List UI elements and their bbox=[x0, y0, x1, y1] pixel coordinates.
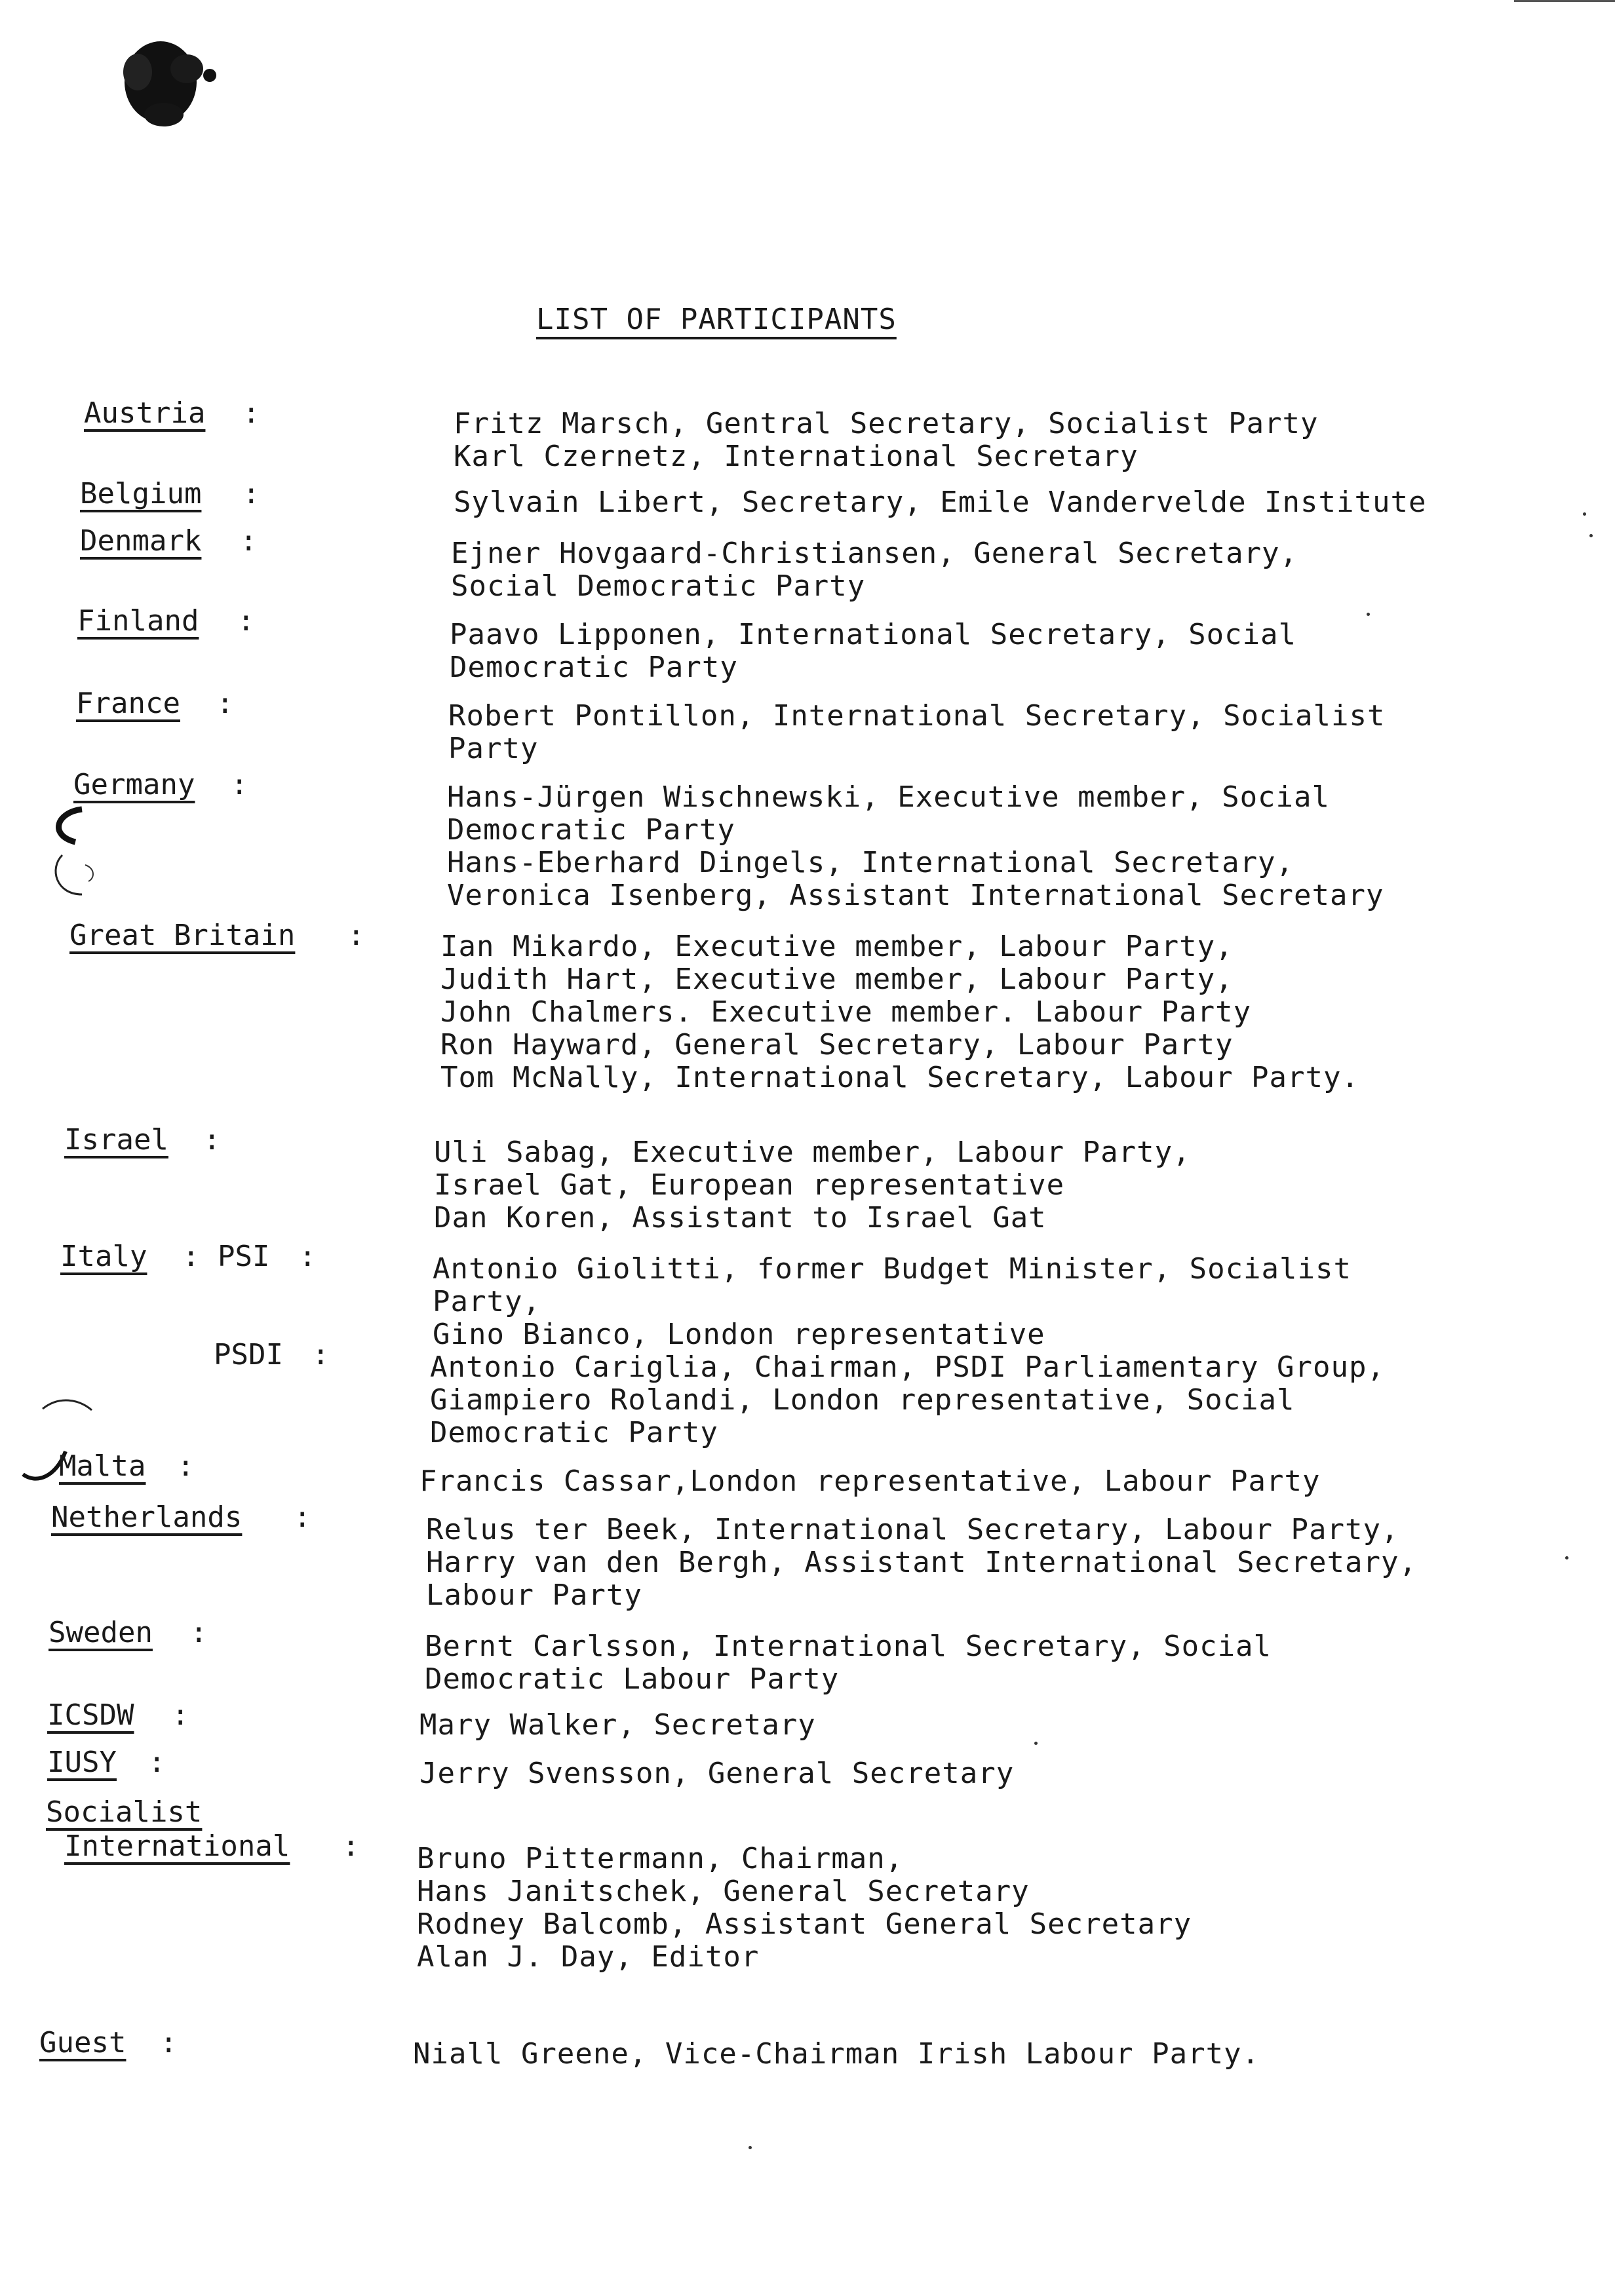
participant-line: Hans-Eberhard Dingels, International Secretary, bbox=[447, 846, 1294, 879]
participant-lines bbox=[417, 1843, 1192, 1974]
participant-line: Party, bbox=[433, 1285, 541, 1318]
country-label: Austria bbox=[84, 396, 206, 430]
colon: : bbox=[203, 1123, 221, 1157]
participant-line: Niall Greene, Vice-Chairman Irish Labour Party. bbox=[413, 2037, 1260, 2071]
colon: : bbox=[237, 604, 255, 638]
participant-lines bbox=[419, 1465, 1321, 1498]
participant-line: Rodney Balcomb, Assistant General Secretary bbox=[417, 1907, 1192, 1941]
participant-line: Mary Walker, Secretary bbox=[419, 1708, 816, 1742]
country-label: Netherlands bbox=[51, 1501, 243, 1534]
participant-line: Alan J. Day, Editor bbox=[417, 1940, 760, 1974]
participant-line: Party bbox=[448, 732, 539, 765]
participant-line: Relus ter Beek, International Secretary, Labour Party, bbox=[426, 1513, 1399, 1546]
participant-line: Judith Hart, Executive member, Labour Party, bbox=[440, 963, 1234, 996]
colon: : bbox=[177, 1449, 195, 1483]
scan-speck bbox=[1589, 534, 1593, 537]
scan-speck bbox=[1583, 512, 1586, 516]
participant-lines bbox=[425, 1630, 1272, 1696]
colon: : bbox=[347, 919, 365, 952]
participant-lines bbox=[419, 1757, 1014, 1790]
participant-lines bbox=[419, 1709, 816, 1742]
country-label: Guest bbox=[39, 2026, 126, 2059]
colon: : bbox=[231, 768, 248, 801]
participant-line: Israel Gat, European representative bbox=[434, 1168, 1065, 1202]
scan-speck bbox=[1565, 1556, 1568, 1559]
participant-line: Giampiero Rolandi, London representative, Social bbox=[430, 1383, 1295, 1417]
page-title: LIST OF PARTICIPANTS bbox=[536, 303, 897, 336]
country-label: Sweden bbox=[49, 1616, 153, 1649]
participant-line: Hans Janitschek, General Secretary bbox=[417, 1875, 1030, 1908]
participant-line: Francis Cassar,London representative, Labour Party bbox=[419, 1464, 1321, 1498]
participant-lines bbox=[454, 408, 1319, 473]
colon: : bbox=[148, 1746, 166, 1779]
colon: : bbox=[299, 1240, 317, 1273]
participant-lines bbox=[413, 2038, 1260, 2071]
country-label: ICSDW bbox=[47, 1698, 134, 1732]
participant-line: Tom McNally, International Secretary, Labour Party. bbox=[440, 1061, 1360, 1094]
participant-line: Ejner Hovgaard-Christiansen, General Secretary, bbox=[451, 537, 1298, 570]
participant-line: Jerry Svensson, General Secretary bbox=[419, 1757, 1015, 1790]
edge-line bbox=[1514, 0, 1615, 2]
participant-line: Bruno Pittermann, Chairman, bbox=[417, 1842, 904, 1875]
country-label: Malta bbox=[59, 1449, 146, 1483]
participant-lines bbox=[426, 1514, 1417, 1612]
party-sublabel: PSDI bbox=[214, 1338, 283, 1371]
colon: : bbox=[240, 524, 258, 558]
participant-line: Democratic Party bbox=[430, 1416, 718, 1449]
participant-lines bbox=[430, 1351, 1385, 1449]
participant-line: John Chalmers. Executive member. Labour Party bbox=[440, 995, 1252, 1029]
participant-lines bbox=[447, 781, 1384, 912]
country-label: IUSY bbox=[47, 1746, 117, 1779]
participant-line: Karl Czernetz, International Secretary bbox=[454, 440, 1138, 473]
colon: : bbox=[172, 1698, 189, 1732]
country-label: Finland bbox=[77, 604, 199, 638]
participant-line: Ron Hayward, General Secretary, Labour Party bbox=[440, 1028, 1234, 1062]
participant-lines bbox=[450, 619, 1296, 684]
country-label: France bbox=[76, 687, 180, 720]
participant-line: Fritz Marsch, Gentral Secretary, Socialist Party bbox=[454, 407, 1319, 440]
participant-line: Antonio Cariglia, Chairman, PSDI Parliamentary Group, bbox=[430, 1350, 1385, 1384]
handwritten-mark bbox=[39, 1396, 98, 1415]
participant-line: Democratic Party bbox=[447, 813, 735, 847]
participant-line: Robert Pontillon, International Secretary, Socialist bbox=[448, 699, 1386, 733]
participant-lines bbox=[433, 1253, 1352, 1351]
colon: : bbox=[294, 1501, 311, 1534]
participant-lines bbox=[454, 486, 1426, 519]
country-label: Italy bbox=[60, 1240, 147, 1273]
colon: : bbox=[312, 1338, 330, 1371]
participant-line: Labour Party bbox=[426, 1578, 642, 1612]
country-label: Socialist bbox=[46, 1795, 203, 1829]
country-label: Denmark bbox=[80, 524, 202, 558]
participant-line: Uli Sabag, Executive member, Labour Party, bbox=[434, 1136, 1191, 1169]
colon: : bbox=[190, 1616, 208, 1649]
participant-line: Antonio Giolitti, former Budget Minister, Socialist bbox=[433, 1252, 1352, 1286]
participant-line: Dan Koren, Assistant to Israel Gat bbox=[434, 1201, 1047, 1234]
colon: : bbox=[342, 1829, 360, 1863]
colon: : bbox=[160, 2026, 178, 2059]
participant-line: Bernt Carlsson, International Secretary, Social bbox=[425, 1630, 1272, 1663]
participant-line: Ian Mikardo, Executive member, Labour Party, bbox=[440, 930, 1234, 963]
party-sublabel: PSI bbox=[218, 1240, 270, 1273]
country-label: Israel bbox=[64, 1123, 168, 1157]
participant-line: Democratic Party bbox=[450, 651, 738, 684]
participant-line: Paavo Lipponen, International Secretary, Social bbox=[450, 618, 1297, 651]
participant-line: Hans-Jürgen Wischnewski, Executive member, Social bbox=[447, 780, 1331, 814]
colon: : bbox=[243, 477, 260, 510]
scan-speck bbox=[1034, 1742, 1038, 1745]
country-label: Germany bbox=[73, 768, 195, 801]
colon: : bbox=[216, 687, 234, 720]
participant-lines bbox=[448, 700, 1386, 765]
country-label-line2: International bbox=[64, 1829, 290, 1863]
handwritten-mark bbox=[36, 796, 115, 914]
participant-lines bbox=[440, 930, 1359, 1094]
scan-speck bbox=[749, 2146, 752, 2149]
ink-blot bbox=[98, 36, 229, 134]
participant-line: Harry van den Bergh, Assistant International Secretary, bbox=[426, 1546, 1417, 1579]
scan-speck bbox=[1367, 613, 1370, 616]
participant-lines bbox=[434, 1136, 1191, 1234]
participant-line: Social Democratic Party bbox=[451, 569, 866, 603]
participant-line: Gino Bianco, London representative bbox=[433, 1318, 1045, 1351]
participant-line: Sylvain Libert, Secretary, Emile Vandervelde Institute bbox=[454, 486, 1427, 519]
participant-line: Veronica Isenberg, Assistant International Secretary bbox=[447, 879, 1384, 912]
colon: : bbox=[243, 396, 260, 430]
country-label: Great Britain bbox=[69, 919, 296, 952]
country-label: Belgium bbox=[80, 477, 202, 510]
colon: : bbox=[182, 1240, 200, 1273]
participant-lines bbox=[451, 537, 1298, 603]
participant-line: Democratic Labour Party bbox=[425, 1662, 840, 1696]
